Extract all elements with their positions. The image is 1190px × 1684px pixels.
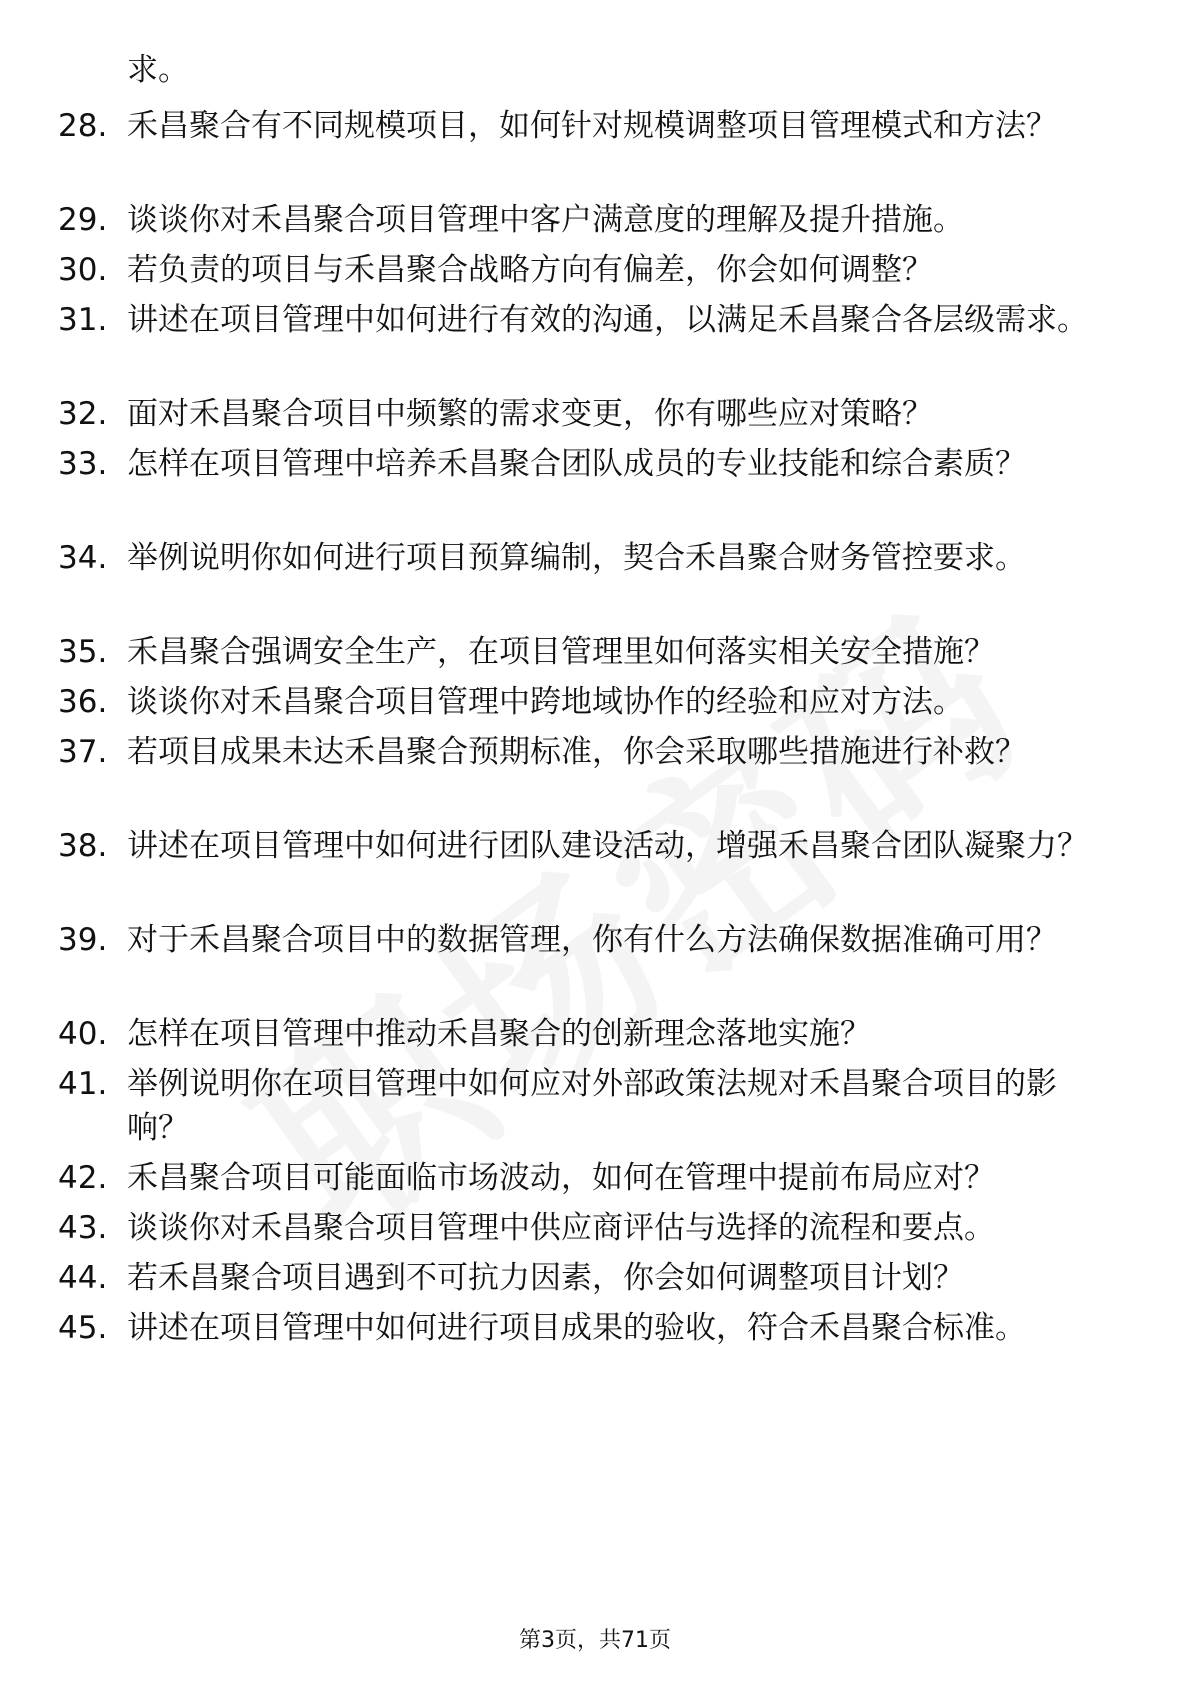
item-number: 41.	[58, 1066, 108, 1102]
item-number: 39.	[58, 922, 108, 958]
item-text: 讲述在项目管理中如何进行项目成果的验收，符合禾昌聚合标准。	[127, 1310, 1026, 1346]
item-text: 禾昌聚合强调安全生产，在项目管理里如何落实相关安全措施？	[127, 634, 995, 670]
item-number: 36.	[58, 684, 108, 720]
item-number: 32.	[58, 396, 108, 432]
item-text: 怎样在项目管理中培养禾昌聚合团队成员的专业技能和综合素质？	[127, 446, 1026, 482]
item-text: 讲述在项目管理中如何进行团队建设活动，增强禾昌聚合团队凝聚力？	[127, 828, 1088, 864]
item-number: 29.	[58, 202, 108, 238]
continuation-text: 求。	[127, 52, 189, 88]
item-text: 举例说明你在项目管理中如何应对外部政策法规对禾昌聚合项目的影响？	[127, 1066, 1057, 1146]
item-number: 30.	[58, 252, 108, 288]
item-number: 42.	[58, 1160, 108, 1196]
item-number: 45.	[58, 1310, 108, 1346]
item-text: 若禾昌聚合项目遇到不可抗力因素，你会如何调整项目计划？	[127, 1260, 964, 1296]
item-text: 面对禾昌聚合项目中频繁的需求变更，你有哪些应对策略？	[127, 396, 933, 432]
item-number: 40.	[58, 1016, 108, 1052]
item-text: 谈谈你对禾昌聚合项目管理中客户满意度的理解及提升措施。	[127, 202, 964, 238]
item-number: 34.	[58, 540, 108, 576]
item-text: 怎样在项目管理中推动禾昌聚合的创新理念落地实施？	[127, 1016, 871, 1052]
item-text: 若项目成果未达禾昌聚合预期标准，你会采取哪些措施进行补救？	[127, 734, 1026, 770]
item-text: 讲述在项目管理中如何进行有效的沟通，以满足禾昌聚合各层级需求。	[127, 302, 1088, 338]
item-number: 31.	[58, 302, 108, 338]
item-text: 谈谈你对禾昌聚合项目管理中跨地域协作的经验和应对方法。	[127, 684, 964, 720]
item-number: 38.	[58, 828, 108, 864]
item-number: 33.	[58, 446, 108, 482]
item-number: 43.	[58, 1210, 108, 1246]
item-text: 对于禾昌聚合项目中的数据管理，你有什么方法确保数据准确可用？	[127, 922, 1057, 958]
item-text: 举例说明你如何进行项目预算编制，契合禾昌聚合财务管控要求。	[127, 540, 1026, 576]
item-text: 禾昌聚合项目可能面临市场波动，如何在管理中提前布局应对？	[127, 1160, 995, 1196]
item-number: 28.	[58, 108, 108, 144]
item-number: 35.	[58, 634, 108, 670]
item-text: 谈谈你对禾昌聚合项目管理中供应商评估与选择的流程和要点。	[127, 1210, 995, 1246]
item-number: 44.	[58, 1260, 108, 1296]
item-text: 禾昌聚合有不同规模项目，如何针对规模调整项目管理模式和方法？	[127, 108, 1057, 144]
item-text: 若负责的项目与禾昌聚合战略方向有偏差，你会如何调整？	[127, 252, 933, 288]
item-number: 37.	[58, 734, 108, 770]
page-footer: 第3页，共71页	[519, 1628, 671, 1653]
